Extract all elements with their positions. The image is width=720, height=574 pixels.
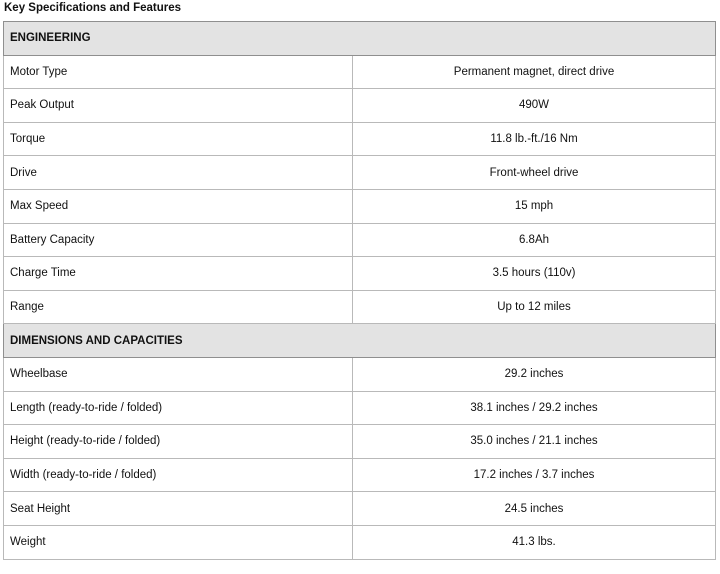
section-heading: DIMENSIONS AND CAPACITIES [4, 324, 716, 358]
spec-label: Peak Output [4, 89, 353, 123]
spec-label: Battery Capacity [4, 223, 353, 257]
spec-value: 3.5 hours (110v) [353, 257, 716, 291]
table-row [4, 525, 716, 559]
spec-table [3, 21, 716, 560]
spec-label: Torque [4, 122, 353, 156]
table-row [4, 55, 716, 89]
page-title: Key Specifications and Features [4, 2, 182, 14]
spec-value: 29.2 inches [353, 357, 716, 391]
table-row [4, 223, 716, 257]
section-header-dimensions [4, 324, 716, 358]
spec-label: Length (ready-to-ride / folded) [4, 391, 353, 425]
spec-value: 38.1 inches / 29.2 inches [353, 391, 716, 425]
table-row [4, 357, 716, 391]
spec-label: Seat Height [4, 492, 353, 526]
table-row [4, 290, 716, 324]
spec-label: Weight [4, 525, 353, 559]
section-heading: ENGINEERING [4, 22, 716, 56]
spec-label: Wheelbase [4, 357, 353, 391]
spec-label: Motor Type [4, 55, 353, 89]
table-row [4, 89, 716, 123]
spec-value: 6.8Ah [353, 223, 716, 257]
spec-label: Charge Time [4, 257, 353, 291]
spec-value: 11.8 lb.-ft./16 Nm [353, 122, 716, 156]
spec-label: Drive [4, 156, 353, 190]
spec-value: Permanent magnet, direct drive [353, 55, 716, 89]
spec-label: Height (ready-to-ride / folded) [4, 425, 353, 459]
table-row [4, 425, 716, 459]
spec-value: 24.5 inches [353, 492, 716, 526]
table-row [4, 156, 716, 190]
table-row [4, 189, 716, 223]
spec-value: Up to 12 miles [353, 290, 716, 324]
spec-value: Front-wheel drive [353, 156, 716, 190]
table-row [4, 458, 716, 492]
table-row [4, 257, 716, 291]
spec-value: 490W [353, 89, 716, 123]
spec-value: 17.2 inches / 3.7 inches [353, 458, 716, 492]
spec-value: 35.0 inches / 21.1 inches [353, 425, 716, 459]
table-row [4, 391, 716, 425]
spec-label: Range [4, 290, 353, 324]
spec-label: Max Speed [4, 189, 353, 223]
spec-label: Width (ready-to-ride / folded) [4, 458, 353, 492]
section-header-engineering [4, 22, 716, 56]
spec-value: 41.3 lbs. [353, 525, 716, 559]
table-row [4, 492, 716, 526]
spec-value: 15 mph [353, 189, 716, 223]
table-row [4, 122, 716, 156]
